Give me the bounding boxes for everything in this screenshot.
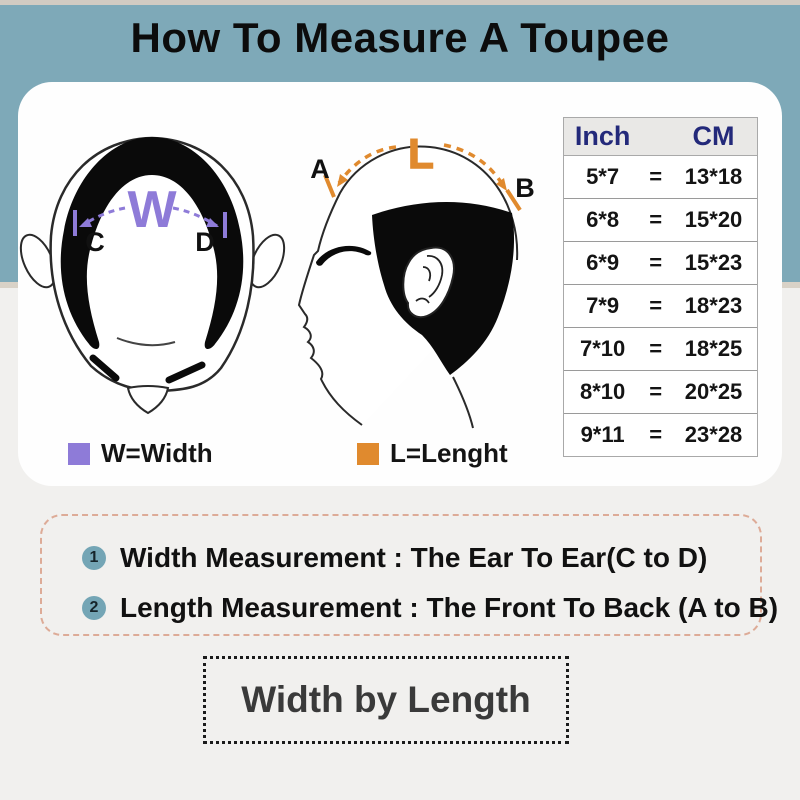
neck-back-line bbox=[453, 377, 473, 428]
b-letter: B bbox=[515, 173, 535, 203]
instruction-text: Width Measurement : The Ear To Ear(C to D) bbox=[120, 542, 708, 573]
side-head-illustration bbox=[292, 115, 550, 430]
step-number-badge: 2 bbox=[82, 596, 106, 620]
table-row bbox=[564, 285, 757, 328]
table-row bbox=[564, 328, 757, 371]
width-color-swatch-icon bbox=[68, 443, 90, 465]
inch-value: 9*11 bbox=[580, 422, 625, 447]
inch-value: 5*7 bbox=[586, 164, 620, 189]
instruction-step-1 bbox=[82, 542, 760, 574]
table-row bbox=[564, 371, 757, 414]
instructions-box bbox=[40, 514, 779, 636]
cm-value: 13*18 bbox=[684, 164, 743, 189]
c-letter: C bbox=[85, 227, 105, 257]
w-letter: W bbox=[127, 181, 177, 239]
width-by-length-label: Width by Length bbox=[241, 679, 531, 720]
inch-value: 6*9 bbox=[586, 250, 620, 275]
width-by-length-box bbox=[203, 656, 569, 744]
chin-tuft bbox=[128, 386, 168, 413]
table-header-row bbox=[564, 118, 757, 156]
cm-value: 18*23 bbox=[684, 293, 743, 318]
equals-sign: = bbox=[649, 293, 663, 318]
table-row bbox=[564, 199, 757, 242]
l-letter: L bbox=[408, 130, 434, 177]
inch-value: 7*10 bbox=[579, 336, 626, 361]
step-number-badge: 1 bbox=[82, 546, 106, 570]
d-letter: D bbox=[195, 227, 215, 257]
equals-sign: = bbox=[649, 379, 663, 404]
cm-value: 15*23 bbox=[684, 250, 743, 275]
inch-header: Inch bbox=[574, 121, 631, 151]
cm-value: 15*20 bbox=[684, 207, 743, 232]
size-conversion-table bbox=[563, 117, 758, 457]
inch-value: 6*8 bbox=[586, 207, 620, 232]
a-letter: A bbox=[310, 154, 330, 184]
inch-value: 8*10 bbox=[579, 379, 626, 404]
table-row bbox=[564, 242, 757, 285]
cm-value: 20*25 bbox=[684, 379, 743, 404]
cm-value: 23*28 bbox=[684, 422, 743, 447]
cm-value: 18*25 bbox=[684, 336, 743, 361]
legend-length-label: L=Lenght bbox=[390, 438, 508, 468]
front-head-illustration bbox=[15, 118, 295, 423]
equals-sign: = bbox=[649, 336, 663, 361]
inch-value: 7*9 bbox=[586, 293, 620, 318]
equals-sign: = bbox=[649, 422, 663, 447]
table-row bbox=[564, 414, 757, 456]
length-color-swatch-icon bbox=[357, 443, 379, 465]
legend-width bbox=[68, 438, 213, 469]
table-row bbox=[564, 156, 757, 199]
legend-width-label: W=Width bbox=[101, 438, 213, 468]
instruction-step-2 bbox=[82, 592, 779, 624]
cm-header: CM bbox=[692, 121, 735, 151]
equals-sign: = bbox=[649, 164, 663, 189]
equals-sign: = bbox=[649, 250, 663, 275]
legend-length bbox=[357, 438, 508, 469]
equals-sign: = bbox=[649, 207, 663, 232]
page-title: How To Measure A Toupee bbox=[130, 14, 670, 61]
instruction-text: Length Measurement : The Front To Back (A to B) bbox=[120, 592, 779, 623]
